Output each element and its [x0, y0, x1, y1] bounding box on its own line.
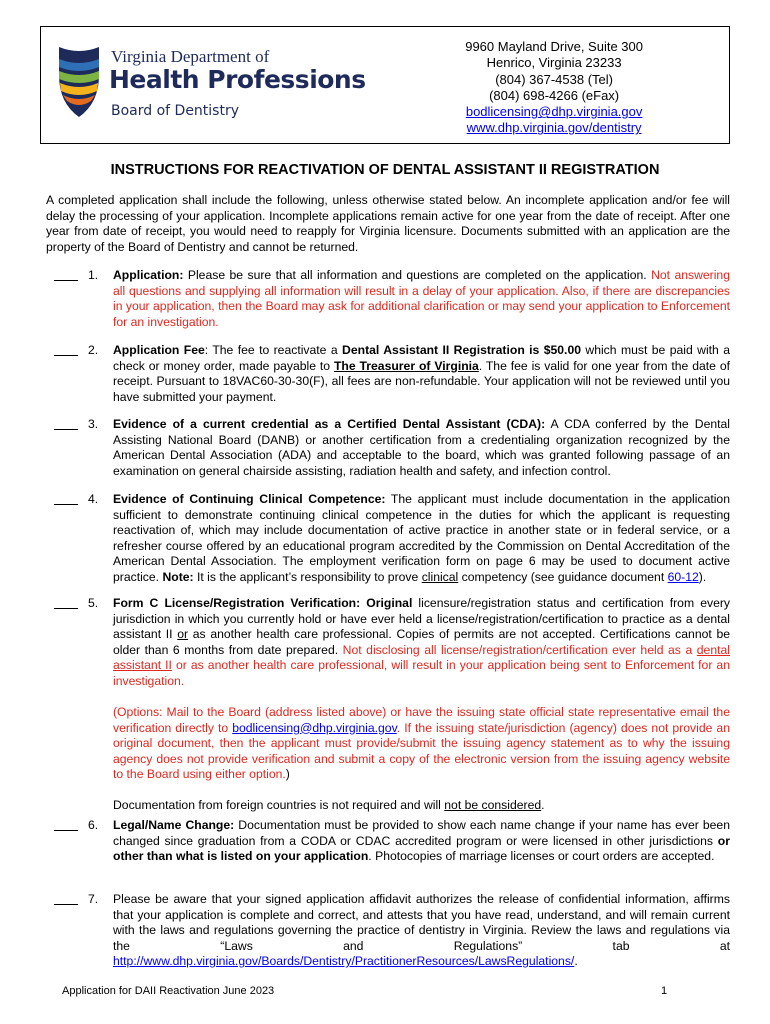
underlined-text: or [177, 627, 189, 641]
item-number: 1. [88, 268, 99, 282]
item-text: Please be aware that your signed application affidavit authorizes the release of confidential information, affirms that your application is complete and correct, and attests that you have read, understand, and will remain current with the laws and regulations governing the practice of dentistry in Virginia. Review the laws and regulations via the “Laws and Regulations” tab at [113, 892, 730, 953]
options-email-link[interactable]: bodlicensing@dhp.virginia.gov [232, 720, 397, 735]
item-text: A CDA conferred by the Dental Assisting National Board (DANB) or another certification from a credentialing organization recognized by the American Dental Association (ADA) and acceptable to the board, which was granted following passage of an examination on general chairside assisting, radiation health and safety, and infection control. [113, 417, 730, 478]
item-body [113, 818, 730, 865]
dhp-logo [55, 41, 366, 131]
address-city: Henrico, Virginia 23233 [486, 55, 622, 71]
options-paragraph [113, 705, 730, 783]
guidance-document-link[interactable]: 60-12 [667, 569, 699, 584]
item-text: It is the applicant’s responsibility to prove [193, 569, 422, 584]
page-title: INSTRUCTIONS FOR REACTIVATION OF DENTAL ASSISTANT II REGISTRATION [110, 162, 660, 178]
item-text: as another health care professional. Copies of permits are not accepted. Certifications cannot be older than 6 months from date prepared. [113, 627, 730, 657]
item-heading: Evidence of Continuing Clinical Competence: [113, 492, 386, 506]
item-text: Please be sure that all information and questions are completed on the application. [183, 268, 652, 282]
letterhead [40, 26, 730, 144]
warning-text: or as another health care professional, will result in your application being sent to Enforcement for an investigation. [113, 658, 730, 688]
options-text: (Options: Mail to the Board (address listed above) or have the issuing state official state representative email the verification directly to [113, 705, 730, 735]
item-body [113, 596, 730, 813]
item-body [113, 417, 730, 479]
item-text: . [574, 954, 578, 968]
item-number: 7. [88, 892, 99, 906]
item-body [113, 492, 730, 585]
laws-regulations-link[interactable]: http://www.dhp.virginia.gov/Boards/Dentistry/PractitionerResources/LawsRegulations/ [113, 954, 575, 968]
options-close: ) [285, 767, 290, 781]
bold-text: or other than what is listed on your application [113, 833, 730, 863]
foreign-text: . [541, 797, 545, 812]
logo-line-2: Health Professions [109, 65, 366, 94]
item-text: which must be paid with a check or money order, made payable to [113, 343, 730, 373]
logo-line-3: Board of Dentistry [111, 103, 240, 119]
item-body [113, 343, 730, 405]
foreign-text: Documentation from foreign countries is not required and will [113, 797, 445, 812]
note-label: Note: [162, 569, 194, 584]
item-text: . The fee is valid for one year from the date of receipt. Pursuant to 18VAC60-30-30(F), all fees are non-refundable. Your application will not be reviewed until you have submitted your payment. [113, 358, 730, 404]
warning-text: Not disclosing all license/registration/certification ever held as a [342, 642, 697, 657]
item-heading: Evidence of a current credential as a Certified Dental Assistant (CDA): [113, 417, 546, 431]
item-text: licensure/registration status and certification from every jurisdiction in which you currently hold or have ever held a license/registration/certification to practice as a dental assistant II [113, 596, 730, 641]
item-text: Documentation must be provided to show each name change if your name has ever been changed since graduation from a CODA or CDAC accredited program or were licensed in other jurisdictions [113, 818, 730, 848]
footer-form-version: Application for DAII Reactivation June 2023 [62, 985, 275, 997]
item-text: : The fee to reactivate a [204, 343, 343, 357]
intro-paragraph: A completed application shall include the following, unless otherwise stated below. An incomplete application and/or fee will delay the processing of your application. Incomplete applications remain active for one year from the date of receipt. After one year from date of receipt, you would need to reapply for Virginia licensure. Documents submitted with an application are the property of the Board of Dentistry and cannot be returned. [46, 193, 730, 254]
fee-amount: Dental Assistant II Registration is $50.00 [342, 343, 581, 357]
foreign-docs-paragraph [113, 798, 730, 814]
email-link[interactable]: bodlicensing@dhp.virginia.gov [465, 104, 643, 120]
item-number: 6. [88, 818, 99, 832]
item-text: ). [698, 569, 707, 584]
dhp-shield-icon [55, 45, 103, 119]
item-number: 2. [88, 343, 99, 357]
warning-underlined-text: dental assistant II [113, 642, 730, 672]
item-text: competency (see guidance document [458, 569, 668, 584]
board-address [465, 39, 643, 137]
options-text: . If the issuing state/jurisdiction (agency) does not provide an original document, then the applicant must provide/submit the issuing agency statement as to why the issuing agency does not provide verification and submit a copy of the electronic version from the issuing agency website to the Board using either option. [113, 720, 730, 781]
payee: The Treasurer of Virginia [333, 358, 479, 373]
warning-text: Not answering all questions and supplying all information will result in a delay of your application. Also, if there are discrepancies in your application, then the Board may ask for additional clarification or may send your application to Enforcement for an investigation. [113, 268, 730, 329]
address-tel: (804) 367-4538 (Tel) [495, 71, 613, 87]
item-text: . Photocopies of marriage licenses or court orders are accepted. [368, 849, 715, 863]
address-fax: (804) 698-4266 (eFax) [489, 87, 620, 103]
website-link[interactable]: www.dhp.virginia.gov/dentistry [466, 120, 642, 136]
item-body [113, 892, 730, 970]
item-number: 5. [88, 596, 99, 610]
item-heading: Form C License/Registration Verification: [113, 596, 361, 610]
original-label: Original [360, 596, 413, 610]
logo-line-1: Virginia Department of [111, 47, 270, 66]
item-heading: Application Fee [113, 343, 205, 357]
item-text: The applicant must include documentation in the application sufficient to demonstrate continuing clinical competence in the duties for which the applicant is requesting reactivation of, which may include documentation of active practice in another state or in federal service, or a refresher course offered by an educational program accredited by the Commission on Dental Accreditation of the American Dental Association. The employment verification form on page 6 may be used to document active practice. [113, 492, 730, 584]
underlined-text: not be considered [444, 797, 542, 812]
item-number: 4. [88, 492, 99, 506]
underlined-text: clinical [421, 569, 459, 584]
item-heading: Application: [113, 268, 184, 282]
item-number: 3. [88, 417, 99, 431]
item-heading: Legal/Name Change: [113, 818, 235, 832]
address-street: 9960 Mayland Drive, Suite 300 [465, 39, 643, 54]
footer-page-number: 1 [661, 985, 668, 997]
item-body [113, 268, 730, 330]
